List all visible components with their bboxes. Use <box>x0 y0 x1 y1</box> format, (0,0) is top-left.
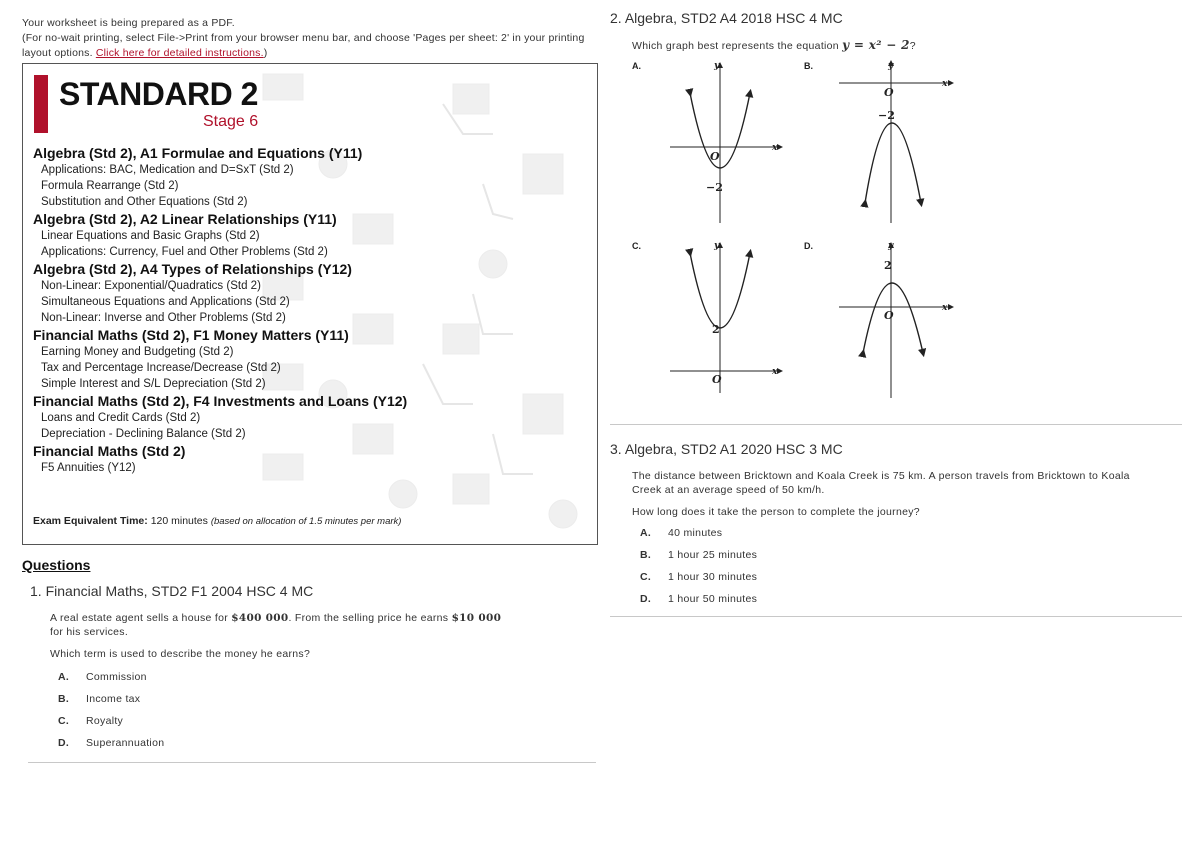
x-axis-label: x <box>772 367 778 377</box>
question-3 <box>610 441 1182 617</box>
topic-item: Simple Interest and S/L Depreciation (Std 2) <box>41 378 266 390</box>
intercept-label: −2 <box>706 181 723 194</box>
graph-d[interactable] <box>835 233 975 403</box>
topic-item: Depreciation - Declining Balance (Std 2) <box>41 428 246 440</box>
question-body: A real estate agent sells a house for $400 000. From the selling price he earns $10 000 for his services. <box>50 612 502 638</box>
question-title <box>610 10 1182 26</box>
answer-option[interactable]: A. Commission <box>58 671 147 683</box>
graph-label: A. <box>632 61 641 71</box>
exam-time-value: 120 minutes <box>150 515 208 527</box>
answer-options <box>632 522 1182 610</box>
topic-section <box>33 392 593 442</box>
question-number: 1. <box>30 583 42 599</box>
origin-label: O <box>712 373 722 386</box>
topic-heading: Algebra (Std 2), A4 Types of Relationships (Y12) <box>33 261 352 277</box>
origin-label: O <box>710 150 720 163</box>
topic-item: Applications: Currency, Fuel and Other Problems (Std 2) <box>41 246 328 258</box>
divider <box>610 424 1182 425</box>
notice-line-2: (For no-wait printing, select File->Print from your browser menu bar, and choose 'Pages per sheet: 2' in your printing layout options. <box>22 32 585 59</box>
notice-line-1: Your worksheet is being prepared as a PDF. <box>22 17 235 29</box>
graph-label: D. <box>804 241 813 251</box>
print-notice: Your worksheet is being prepared as a PDF. (For no-wait printing, select File->Print from your browser menu bar, and choose 'Pages per sheet: 2' in your printing layout options. Click here for detailed instructions.) <box>22 16 598 61</box>
answer-option[interactable]: B. 1 hour 25 minutes <box>640 549 758 561</box>
question-title <box>22 583 598 599</box>
equation: y = x² − 2 <box>842 38 910 52</box>
topic-item: Applications: BAC, Medication and D=SxT (Std 2) <box>41 164 294 176</box>
topic-item: F5 Annuities (Y12) <box>41 462 136 474</box>
y-axis-label: y <box>888 241 894 251</box>
graph-grid <box>610 53 1170 408</box>
topic-heading: Financial Maths (Std 2) <box>33 443 186 459</box>
topic-item: Simultaneous Equations and Applications (Std 2) <box>41 296 290 308</box>
question-number: 2. <box>610 10 622 26</box>
topic-section <box>33 144 593 210</box>
instructions-link[interactable]: Click here for detailed instructions. <box>95 47 264 59</box>
y-axis-label: y <box>714 241 720 251</box>
brand-bar <box>34 75 48 133</box>
topic-heading: Algebra (Std 2), A2 Linear Relationships (Y11) <box>33 211 337 227</box>
origin-label: O <box>884 309 894 322</box>
topic-item: Loans and Credit Cards (Std 2) <box>41 412 201 424</box>
question-source: Algebra, STD2 A4 2018 HSC 4 MC <box>624 10 843 26</box>
x-axis-label: x <box>772 143 778 153</box>
origin-label: O <box>884 86 894 99</box>
topic-section <box>33 326 593 392</box>
left-column <box>22 16 598 763</box>
cover-stage: Stage 6 <box>203 113 259 130</box>
topic-list <box>33 144 593 484</box>
right-column <box>610 10 1182 617</box>
answer-option[interactable]: A. 40 minutes <box>640 527 723 539</box>
divider <box>610 616 1182 617</box>
price-value: $400 000 <box>231 612 289 624</box>
graph-label: C. <box>632 241 641 251</box>
answer-option[interactable]: D. Superannuation <box>58 737 165 749</box>
graph-label: B. <box>804 61 813 71</box>
topic-item: Non-Linear: Exponential/Quadratics (Std 2) <box>41 280 261 292</box>
answer-options <box>50 666 598 754</box>
divider <box>28 762 596 763</box>
topic-item: Linear Equations and Basic Graphs (Std 2) <box>41 230 260 242</box>
topic-item: Formula Rearrange (Std 2) <box>41 180 179 192</box>
topic-section <box>33 442 593 476</box>
topic-section <box>33 260 593 326</box>
cover-title: STANDARD 2 <box>59 76 258 112</box>
question-title <box>610 441 1182 457</box>
intercept-label: 2 <box>884 259 892 272</box>
x-axis-label: x <box>942 303 948 313</box>
topic-item: Non-Linear: Inverse and Other Problems (Std 2) <box>41 312 286 324</box>
commission-value: $10 000 <box>451 612 502 624</box>
y-axis-label: y <box>888 61 894 71</box>
question-number: 3. <box>610 441 622 457</box>
topic-heading: Algebra (Std 2), A1 Formulae and Equations (Y11) <box>33 145 363 161</box>
question-body: The distance between Bricktown and Koala Creek is 75 km. A person travels from Bricktown to Koala Creek at an average speed of 50 km/h. <box>632 470 1130 496</box>
question-prompt: Which term is used to describe the money he earns? <box>50 648 311 660</box>
answer-option[interactable]: B. Income tax <box>58 693 141 705</box>
questions-heading: Questions <box>22 557 91 573</box>
answer-option[interactable]: D. 1 hour 50 minutes <box>640 593 758 605</box>
question-prompt: Which graph best represents the equation y = x² − 2? <box>632 38 916 52</box>
graph-b[interactable] <box>835 53 975 233</box>
answer-option[interactable]: C. Royalty <box>58 715 124 727</box>
topic-section <box>33 210 593 260</box>
question-2 <box>610 10 1182 425</box>
intercept-label: 2 <box>712 323 720 336</box>
question-source: Financial Maths, STD2 F1 2004 HSC 4 MC <box>45 583 314 599</box>
topic-heading: Financial Maths (Std 2), F1 Money Matters (Y11) <box>33 327 349 343</box>
intercept-label: −2 <box>878 109 895 122</box>
exam-time-label: Exam Equivalent Time: <box>33 515 148 527</box>
question-source: Algebra, STD2 A1 2020 HSC 3 MC <box>624 441 843 457</box>
topic-item: Substitution and Other Equations (Std 2) <box>41 196 248 208</box>
graph-c[interactable] <box>660 233 800 403</box>
exam-time-note: (based on allocation of 1.5 minutes per mark) <box>210 516 402 527</box>
x-axis-label: x <box>942 79 948 89</box>
answer-option[interactable]: C. 1 hour 30 minutes <box>640 571 758 583</box>
question-1 <box>22 583 598 763</box>
cover-panel <box>22 63 598 545</box>
topic-item: Earning Money and Budgeting (Std 2) <box>41 346 234 358</box>
topic-item: Tax and Percentage Increase/Decrease (Std 2) <box>41 362 281 374</box>
graph-a[interactable] <box>660 53 800 233</box>
topic-heading: Financial Maths (Std 2), F4 Investments and Loans (Y12) <box>33 393 408 409</box>
exam-time <box>33 515 401 527</box>
y-axis-label: y <box>714 61 720 71</box>
question-prompt: How long does it take the person to complete the journey? <box>632 506 920 518</box>
